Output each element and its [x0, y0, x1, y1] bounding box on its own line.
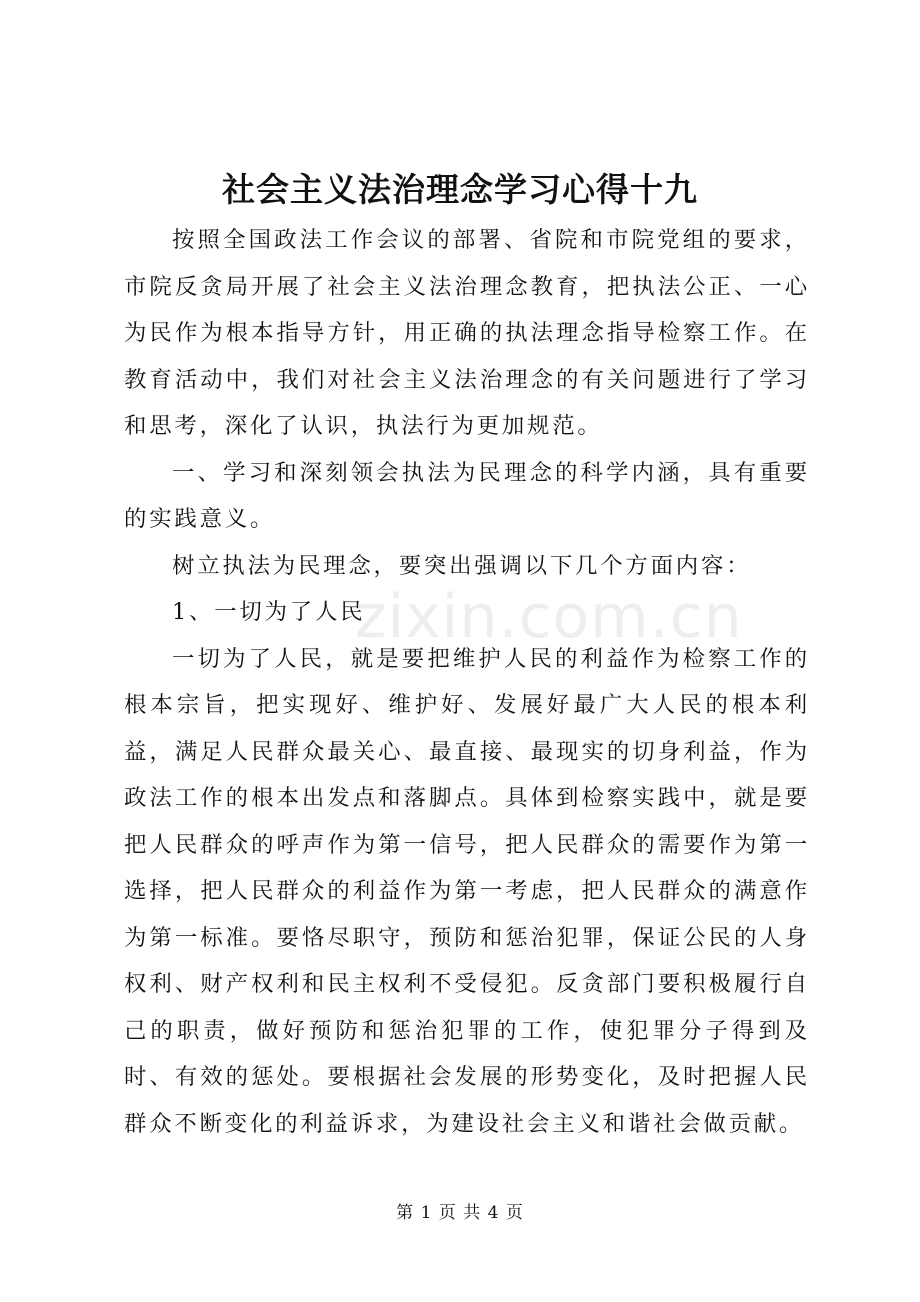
- document-title: 社会主义法治理念学习心得十九: [222, 170, 698, 209]
- document-body: [124, 217, 810, 1147]
- watermark: zixin.com.cn: [355, 582, 743, 652]
- paragraph-subheading: 1、一切为了人民: [172, 599, 366, 625]
- paragraph-detail: 一切为了人民，就是要把维护人民的利益作为检察工作的根本宗旨，把实现好、维护好、发展好最广大人民的根本利益，满足人民群众最关心、最直接、最现实的切身利益，作为政法工作的根本出发点和落脚点。具体到检察实践中，就是要把人民群众的呼声作为第一信号，把人民群众的需要作为第一选择，把人民群众的利益作为第一考虑，把人民群众的满意作为第一标准。要恪尽职守，预防和惩治犯罪，保证公民的人身权利、财产权利和民主权利不受侵犯。反贪部门要积极履行自己的职责，做好预防和惩治犯罪的工作，使犯罪分子得到及时、有效的惩处。要根据社会发展的形势变化，及时把握人民群众不断变化的利益诉求，为建设社会主义和谐社会做贡献。: [124, 645, 810, 1137]
- paragraph-lead: 树立执法为民理念，要突出强调以下几个方面内容：: [172, 552, 752, 579]
- page-footer: 第 1 页 共 4 页: [396, 1203, 524, 1223]
- paragraph-intro: 按照全国政法工作会议的部署、省院和市院党组的要求，市院反贪局开展了社会主义法治理念教育，把执法公正、一心为民作为根本指导方针，用正确的执法理念指导检察工作。在教育活动中，我们对社会主义法治理念的有关问题进行了学习和思考，深化了认识，执法行为更加规范。: [124, 227, 810, 439]
- paragraph-section-heading: 一、学习和深刻领会执法为民理念的科学内涵，具有重要的实践意义。: [124, 459, 810, 532]
